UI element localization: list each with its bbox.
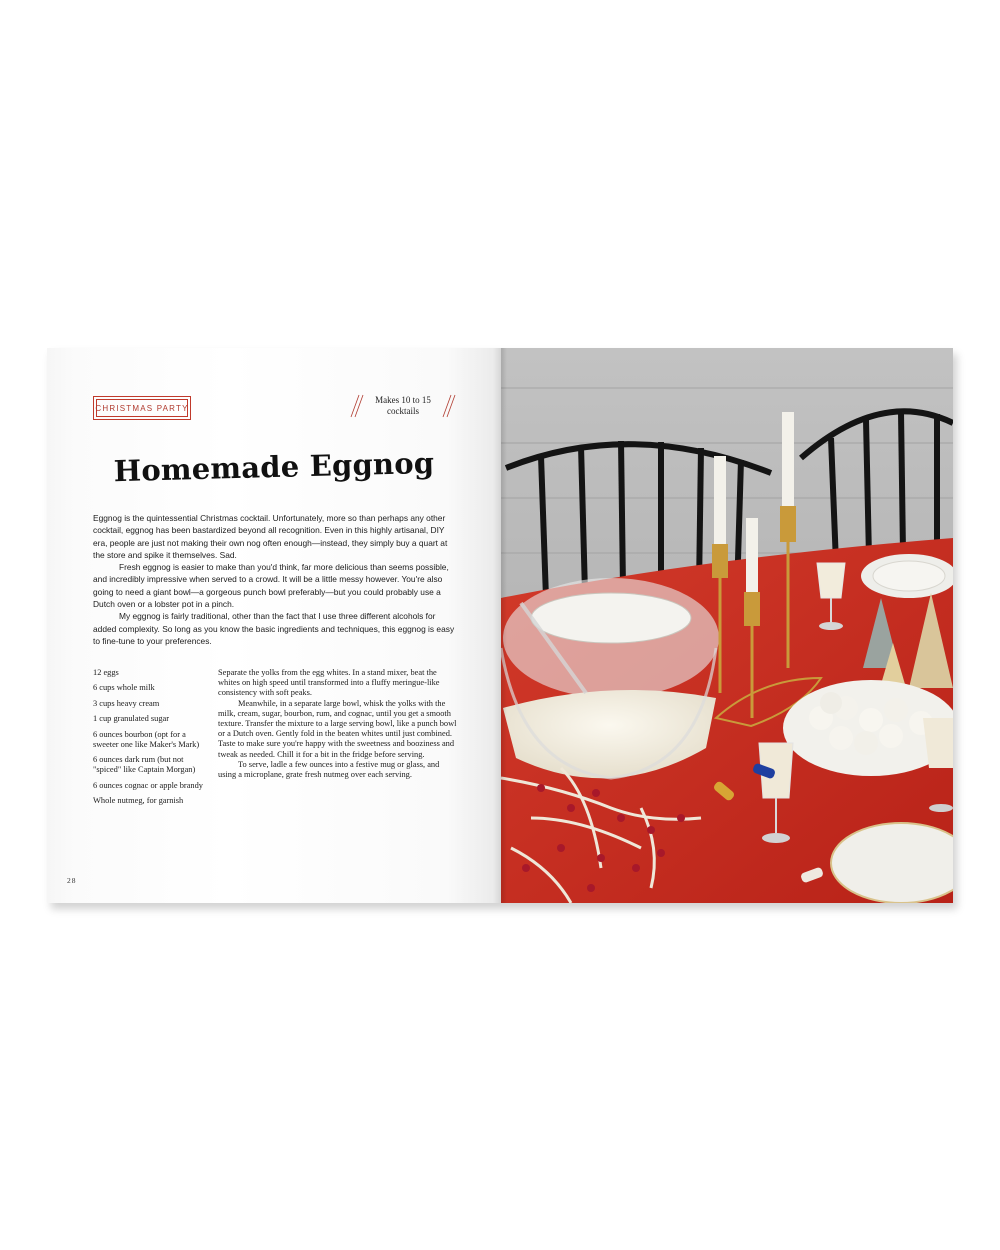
left-page <box>47 348 501 903</box>
method-text <box>218 668 458 780</box>
intro-paragraph-1: Eggnog is the quintessential Christmas cocktail. Unfortunately, more so than perhaps any other cocktail, eggnog has been bastardized beyond all recognition. Even in this highly artisanal, DIY era, people are just not making their own nog often enough—instead, they simply buy a quart at the store and spike it themselves. Sad. <box>93 513 448 560</box>
section-tag-label: CHRISTMAS PARTY <box>96 399 188 417</box>
ingredient-item: 6 ounces cognac or apple brandy <box>93 780 203 790</box>
ingredient-item: Whole nutmeg, for garnish <box>93 796 184 806</box>
ingredient-item: 6 ounces bourbon (opt for a sweeter one like Maker's Mark) <box>93 729 200 749</box>
ingredient-item: 12 eggs <box>93 668 119 677</box>
ingredient-item: 3 cups heavy cream <box>93 698 160 708</box>
photo-page <box>501 348 953 903</box>
method-step-1: Separate the yolks from the egg whites. In a stand mixer, beat the whites on high speed until transformed into a fluffy meringue-like consistency with soft peaks. <box>218 668 440 698</box>
recipe-title: Homemade Eggnog <box>113 445 435 489</box>
method-step-2: Meanwhile, in a separate large bowl, whisk the yolks with the milk, cream, sugar, bourbon, rum, and cognac, until you get a smooth texture. Transfer the mixture to a large serving bowl, like a punch bowl or a Dutch oven. Gently fold in the beaten whites until just combined. Taste to make sure you're happy with the sweetness and booziness and tweak as needed. Chill it for a bit in the fridge before serving. <box>218 698 457 759</box>
slash-marks-left-icon <box>347 393 365 419</box>
yield-text: Makes 10 to 15 cocktails <box>375 395 431 416</box>
ingredient-item: 6 ounces dark rum (but not "spiced" like Captain Morgan) <box>93 755 196 775</box>
method-step-3: To serve, ladle a few ounces into a festive mug or glass, and using a microplane, grate fresh nutmeg over each serving. <box>218 759 440 780</box>
ingredient-item: 6 cups whole milk <box>93 683 155 693</box>
intro-paragraph-2: Fresh eggnog is easier to make than you'd think, far more delicious than seems possible, and incredibly impressive when served to a crowd. It will be a little messy however. You're also going to need a giant bowl—a gorgeous punch bowl preferably—but you could probably use a Dutch oven or a lobster pot in a pinch. <box>93 562 449 610</box>
intro-paragraph-3: My eggnog is fairly traditional, other than the fact that I use three different alcohols for added complexity. So long as you know the basic ingredients and techniques, this eggnog is easy to fine-tune to your preferences. <box>93 611 455 646</box>
punch-bowl <box>501 578 719 778</box>
ingredient-item: 1 cup granulated sugar <box>93 714 170 724</box>
eggnog-table-photo <box>501 348 953 903</box>
open-book-spread <box>47 348 953 903</box>
ingredients-list <box>93 668 213 812</box>
slash-marks-right-icon <box>441 393 459 419</box>
section-tag <box>93 396 191 420</box>
page-number: 28 <box>67 876 77 885</box>
yield-block <box>347 393 459 419</box>
intro-text <box>93 512 455 647</box>
